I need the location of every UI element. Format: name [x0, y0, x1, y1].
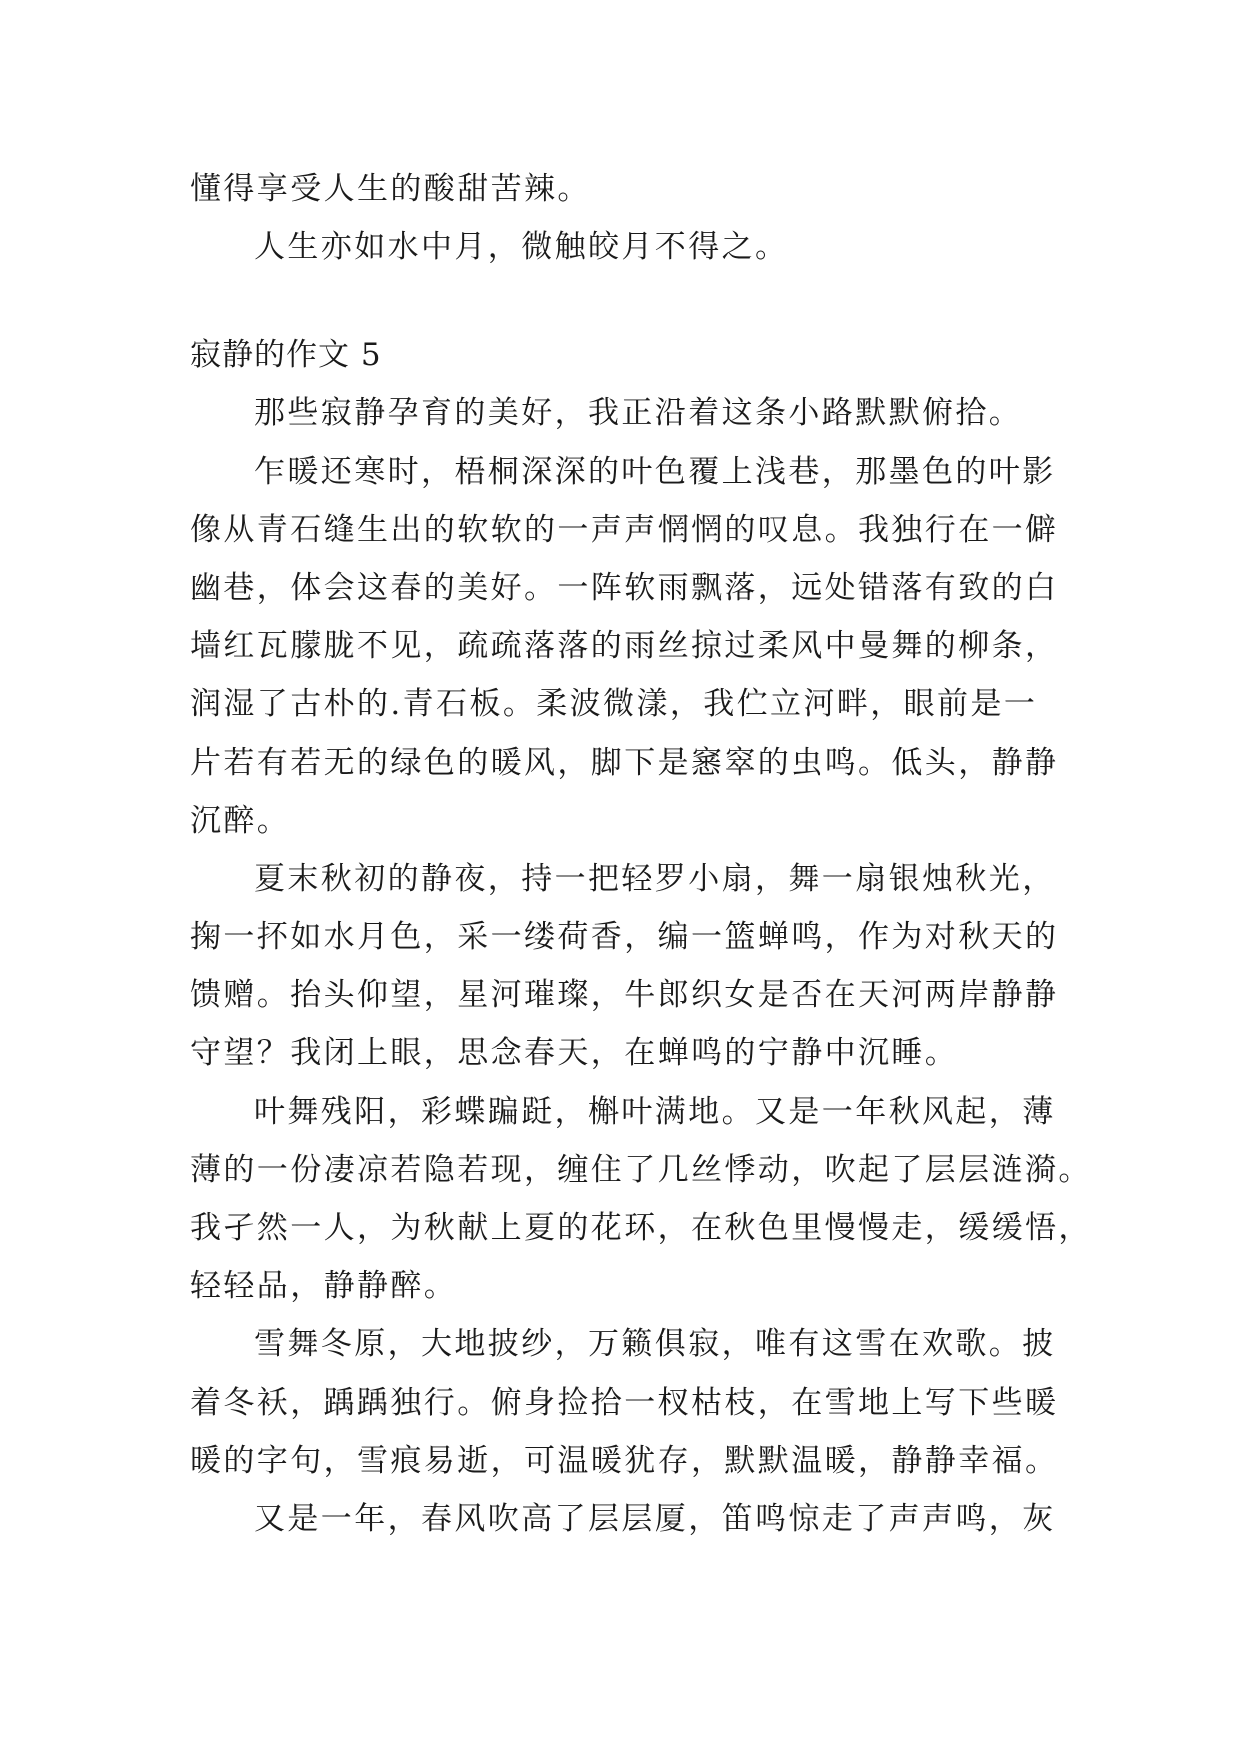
paragraph-line: 夏末秋初的静夜，持一把轻罗小扇，舞一扇银烛秋光，: [254, 860, 1056, 897]
essay-title: 寂静的作文 5: [190, 337, 382, 374]
paragraph-line: 沉醉。: [190, 802, 291, 839]
paragraph: [190, 443, 1070, 850]
paragraph: [190, 1083, 1092, 1316]
intro-line: 懂得享受人生的酸甜苦辣。: [190, 171, 591, 207]
paragraph-line: 掬一抔如水月色，采一缕荷香，编一篮蝉鸣，作为对秋天的: [190, 919, 1059, 956]
paragraph-line: 乍暖还寒时，梧桐深深的叶色覆上浅巷，那墨色的叶影: [254, 453, 1056, 490]
intro-line: 人生亦如水中月，微触皎月不得之。: [254, 229, 789, 266]
paragraph-line: 我孑然一人，为秋献上夏的花环，在秋色里慢慢走，缓缓悟，: [190, 1210, 1092, 1246]
paragraph: [190, 1315, 1070, 1490]
paragraph-line: 守望？我闭上眼，思念春天，在蝉鸣的宁静中沉睡。: [190, 1035, 959, 1072]
section-spacer: [190, 276, 1070, 326]
paragraph-line: 着冬袄，踽踽独行。俯身捡拾一杈枯枝，在雪地上写下些暖: [190, 1384, 1059, 1421]
paragraph-line: 像从青石缝生出的软软的一声声惘惘的叹息。我独行在一僻: [190, 511, 1059, 548]
paragraph-line: 暖的字句，雪痕易逝，可温暖犹存，默默温暖，静静幸福。: [190, 1442, 1059, 1479]
paragraph-line: 片若有若无的绿色的暖风，脚下是窸窣的虫鸣。低头，静静: [190, 744, 1059, 781]
paragraph: [190, 850, 1070, 1083]
paragraph-line: 雪舞冬原，大地披纱，万籁俱寂，唯有这雪在欢歌。披: [254, 1326, 1056, 1363]
paragraph: [190, 1490, 1070, 1548]
paragraph-line: 叶舞残阳，彩蝶蹁跹，槲叶满地。又是一年秋风起，薄: [254, 1093, 1056, 1130]
paragraph-line: 润湿了古朴的.青石板。柔波微漾，我伫立河畔，眼前是一: [190, 686, 1038, 723]
paragraph-line: 墙红瓦朦胧不见，疏疏落落的雨丝掠过柔风中曼舞的柳条，: [190, 628, 1059, 665]
paragraph-line: 那些寂静孕育的美好，我正沿着这条小路默默俯拾。: [254, 395, 1023, 432]
paragraph-line: 幽巷，体会这春的美好。一阵软雨飘落，远处错落有致的白: [190, 569, 1059, 606]
paragraph-line: 薄的一份凄凉若隐若现，缠住了几丝悸动，吹起了层层涟漪。: [190, 1151, 1092, 1188]
paragraph-line: 轻轻品，静静醉。: [190, 1268, 458, 1305]
paragraph-line: 又是一年，春风吹高了层层厦，笛鸣惊走了声声鸣，灰: [254, 1500, 1056, 1537]
paragraph: [190, 384, 1070, 442]
document-body: [190, 160, 1092, 1548]
paragraph-line: 馈赠。抬头仰望，星河璀璨，牛郎织女是否在天河两岸静静: [190, 977, 1059, 1014]
